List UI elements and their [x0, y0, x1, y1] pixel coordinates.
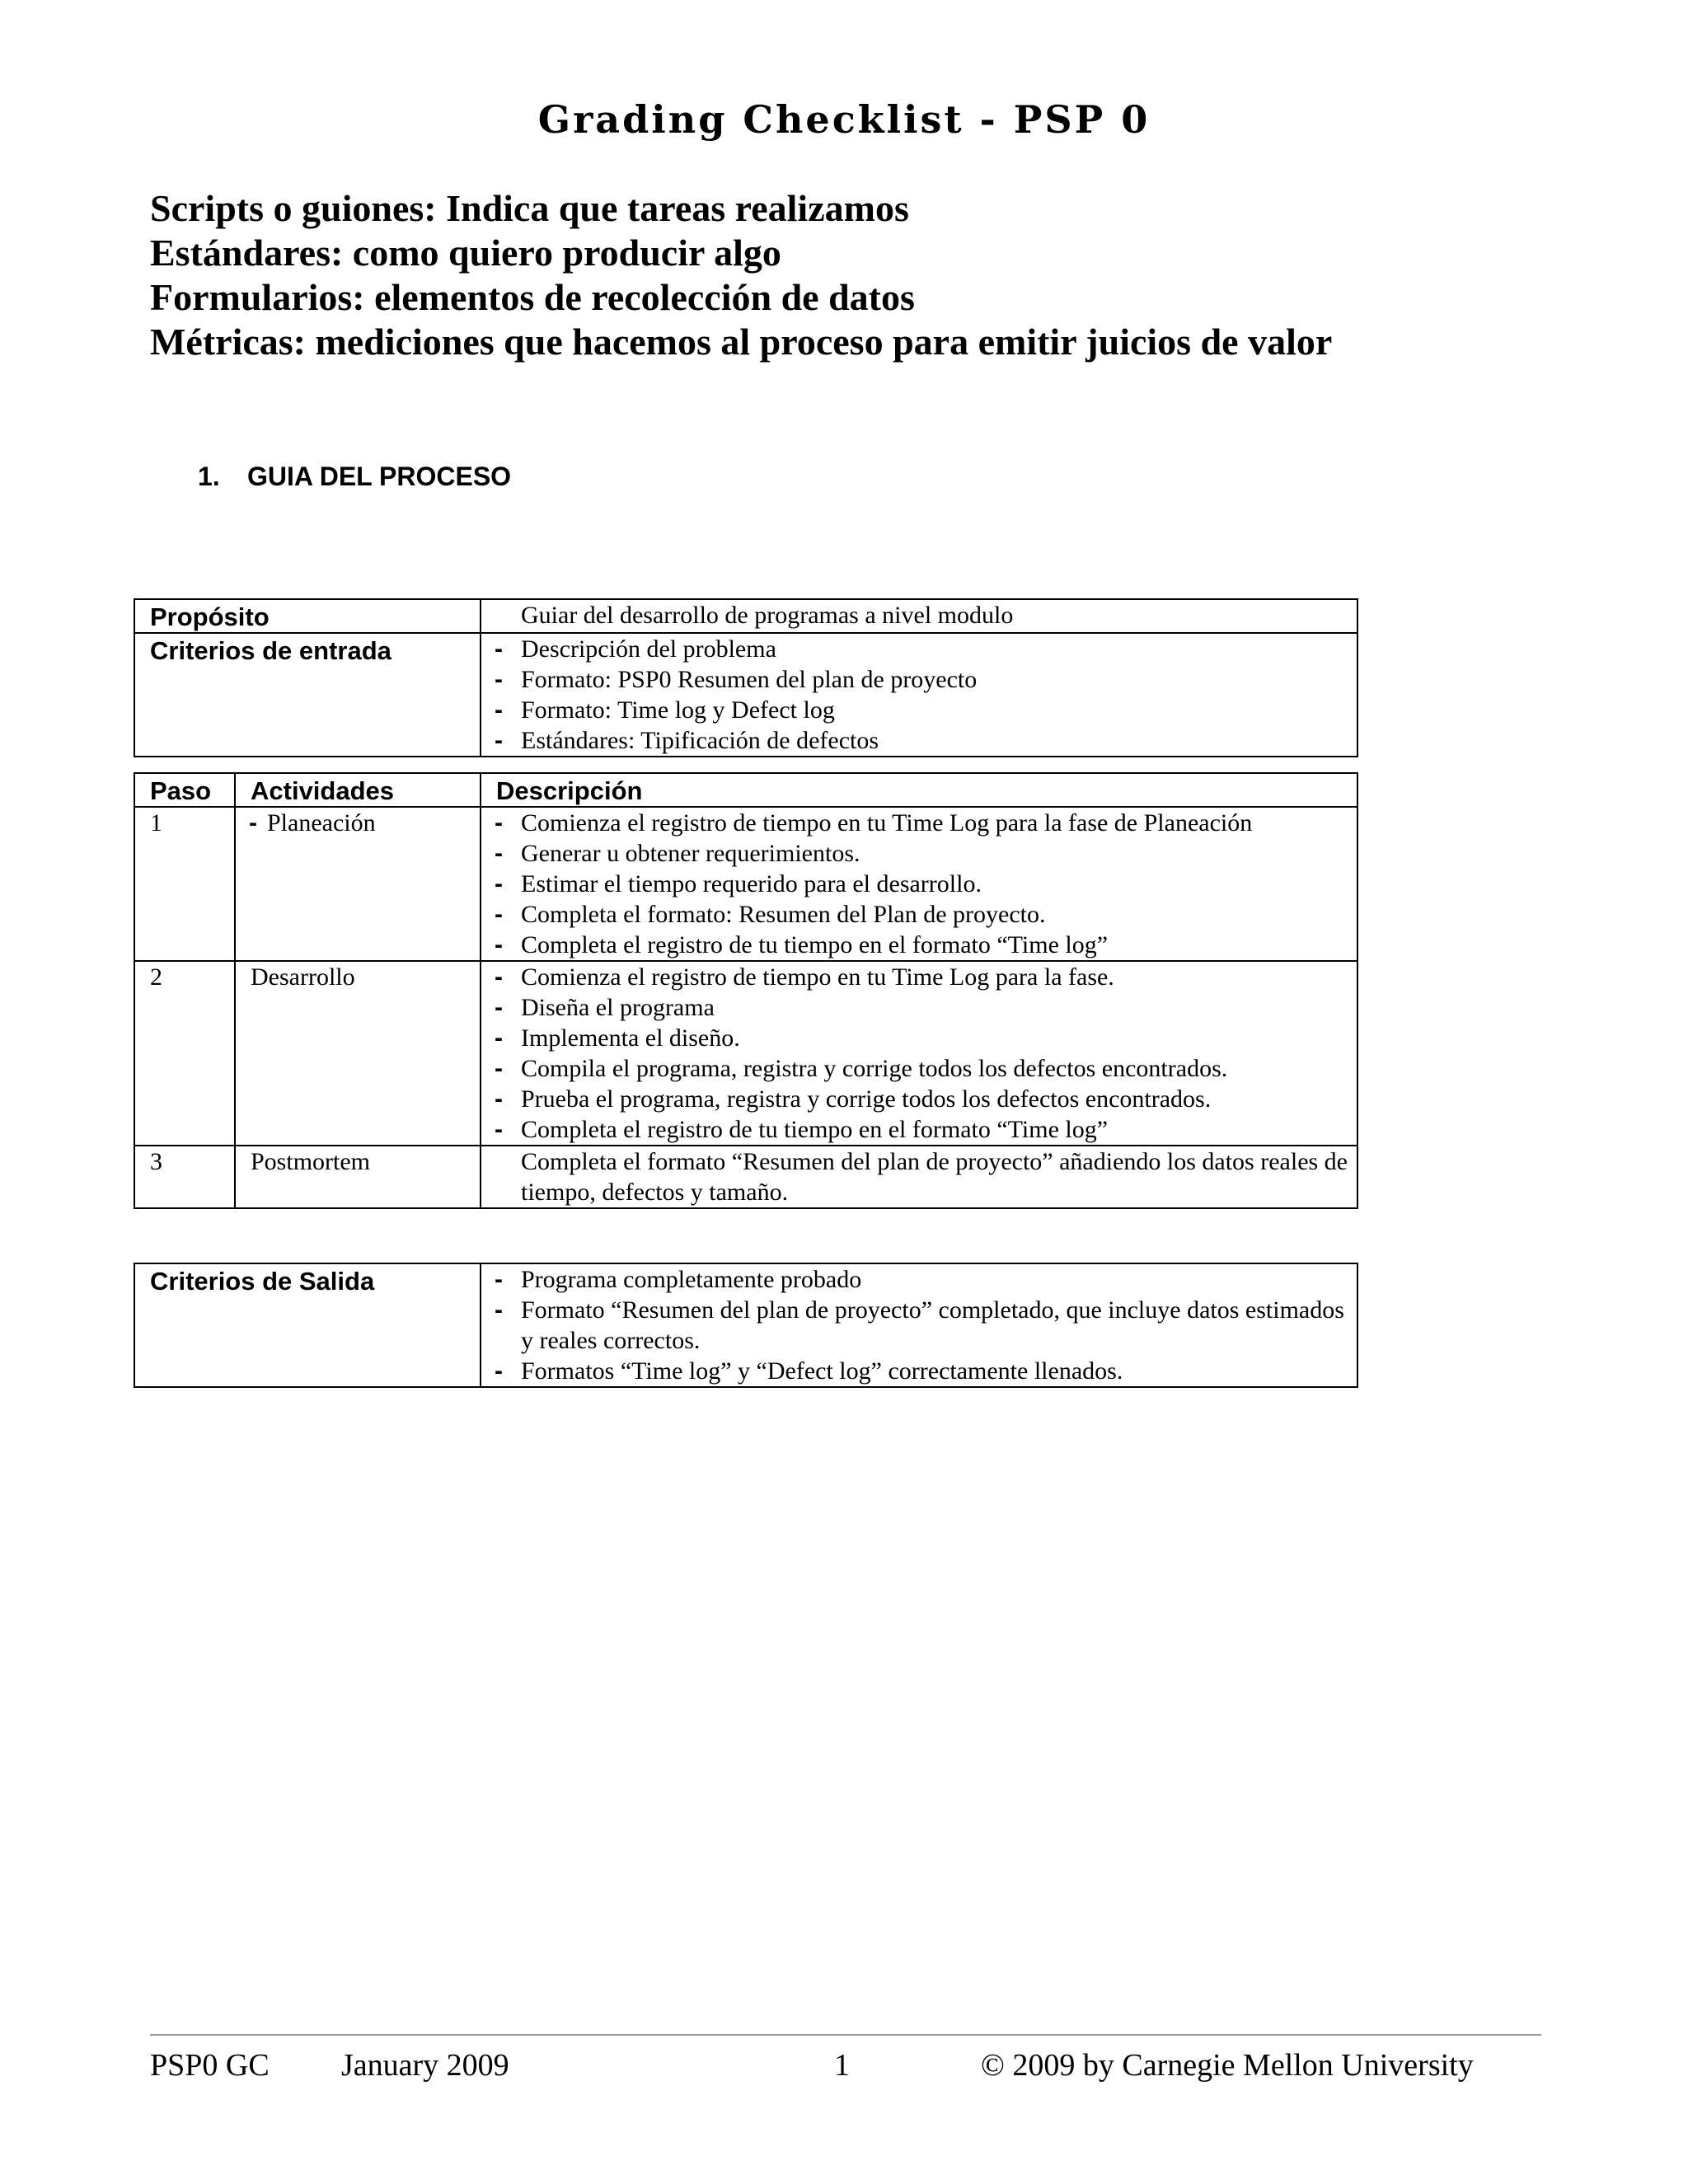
- steps-header-row: [134, 773, 1357, 807]
- activity-cell: [235, 807, 481, 961]
- purpose-entry-table: [134, 598, 1358, 757]
- entry-criteria-label: Criterios de entrada: [134, 633, 481, 757]
- activity-list: [236, 808, 480, 838]
- exit-criteria-cell: [481, 1263, 1357, 1387]
- description-cell: [481, 961, 1357, 1146]
- header-description: Descripción: [481, 773, 1357, 807]
- list-item: - Compila el programa, registra y corrige todos los defectos encontrados.: [481, 1053, 1348, 1084]
- entry-criteria-cell: [481, 633, 1357, 757]
- list-item: - Programa completamente probado: [481, 1264, 1348, 1295]
- list-item: - Prueba el programa, registra y corrige todos los defectos encontrados.: [481, 1084, 1348, 1114]
- section-heading: [198, 462, 511, 492]
- list-item: - Comienza el registro de tiempo en tu Time Log para la fase de Planeación: [481, 808, 1348, 838]
- list-item: - Formatos “Time log” y “Defect log” correctamente llenados.: [481, 1356, 1348, 1386]
- intro-line-metrics: Métricas: mediciones que hacemos al proceso para emitir juicios de valor: [150, 321, 1333, 363]
- table-row: [134, 961, 1357, 1146]
- exit-criteria-list: [481, 1264, 1357, 1386]
- footer-doc-id: PSP0 GC: [150, 2048, 270, 2083]
- footer-divider: [150, 2034, 1541, 2036]
- list-item: - Estándares: Tipificación de defectos: [481, 725, 1348, 756]
- footer-date: January 2009: [341, 2048, 509, 2083]
- list-item: - Comienza el registro de tiempo en tu Time Log para la fase.: [481, 962, 1348, 992]
- list-item: - Completa el formato: Resumen del Plan de proyecto.: [481, 899, 1348, 930]
- footer-copyright: © 2009 by Carnegie Mellon University: [981, 2048, 1474, 2083]
- activity-name: Desarrollo: [235, 961, 481, 1146]
- intro-line-forms: Formularios: elementos de recolección de datos: [150, 276, 915, 318]
- steps-table: [134, 772, 1358, 1209]
- list-item: - Implementa el diseño.: [481, 1023, 1348, 1053]
- description-cell: [481, 807, 1357, 961]
- exit-criteria-row: [134, 1263, 1357, 1387]
- description-list: [481, 808, 1357, 960]
- table-row: [134, 807, 1357, 961]
- list-item: - Generar u obtener requerimientos.: [481, 838, 1348, 869]
- list-item: - Diseña el programa: [481, 992, 1348, 1023]
- footer-page-number: 1: [834, 2048, 850, 2083]
- step-number: 3: [134, 1146, 235, 1208]
- list-item: - Completa el registro de tu tiempo en el formato “Time log”: [481, 930, 1348, 960]
- exit-criteria-label: Criterios de Salida: [134, 1263, 481, 1387]
- entry-criteria-list: [481, 634, 1357, 756]
- description-list: [481, 962, 1357, 1145]
- list-item: - Estimar el tiempo requerido para el desarrollo.: [481, 869, 1348, 899]
- description-text: Completa el formato “Resumen del plan de proyecto” añadiendo los datos reales de tiempo, defectos y tamaño.: [481, 1146, 1357, 1208]
- purpose-row: [134, 599, 1357, 633]
- list-item: - Formato: PSP0 Resumen del plan de proyecto: [481, 664, 1348, 695]
- page-title: Grading Checklist - PSP 0: [537, 97, 1151, 142]
- activity-name: Postmortem: [235, 1146, 481, 1208]
- header-activities: Actividades: [235, 773, 481, 807]
- section-number: 1.: [198, 462, 220, 491]
- purpose-value: Guiar del desarrollo de programas a nivel modulo: [481, 599, 1357, 633]
- entry-criteria-row: [134, 633, 1357, 757]
- list-item: - Formato: Time log y Defect log: [481, 695, 1348, 725]
- exit-criteria-table: [134, 1263, 1358, 1388]
- intro-line-scripts: Scripts o guiones: Indica que tareas realizamos: [150, 187, 909, 229]
- header-step: Paso: [134, 773, 235, 807]
- list-item: - Descripción del problema: [481, 634, 1348, 664]
- table-row: [134, 1146, 1357, 1208]
- intro-line-standards: Estándares: como quiero producir algo: [150, 232, 781, 274]
- list-item: - Formato “Resumen del plan de proyecto” completado, que incluye datos estimados y reales correctos.: [481, 1295, 1348, 1356]
- purpose-label: Propósito: [134, 599, 481, 633]
- list-item: - Completa el registro de tu tiempo en el formato “Time log”: [481, 1114, 1348, 1145]
- step-number: 1: [134, 807, 235, 961]
- step-number: 2: [134, 961, 235, 1146]
- intro-definitions: [150, 186, 1332, 364]
- section-title: GUIA DEL PROCESO: [247, 462, 512, 491]
- activity-name: - Planeación: [236, 808, 471, 838]
